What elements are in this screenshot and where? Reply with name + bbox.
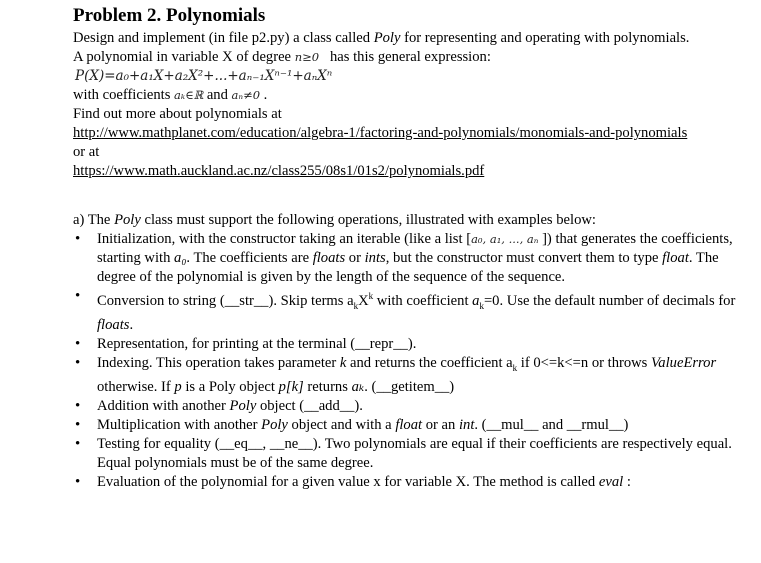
text: A polynomial in variable X of degree	[73, 49, 295, 65]
subscript-k: k	[479, 300, 484, 311]
text: Design and implement (in file p2.py) a class called	[73, 30, 374, 46]
intro-paragraph-1	[73, 29, 745, 48]
var-p: p	[174, 378, 182, 395]
text: Addition with another	[97, 397, 230, 414]
list-item-evaluation	[73, 473, 745, 492]
value-error: ValueError	[651, 354, 717, 371]
type-int: int	[458, 416, 475, 433]
list-item-multiplication	[73, 416, 745, 435]
text: with coefficients	[73, 87, 175, 103]
subscript-k: k	[353, 300, 359, 311]
link-mathplanet[interactable]: http://www.mathplanet.com/education/algebra-1/factoring-and-polynomials/monomials-and-polynomials	[73, 125, 688, 141]
document-page	[73, 5, 745, 492]
coef-a: a	[472, 292, 480, 309]
coef-ak: aₖ	[351, 378, 365, 395]
a0: a₀	[174, 250, 187, 266]
text: or	[345, 250, 365, 266]
type-ints: ints	[364, 250, 386, 266]
text: has this general expression:	[326, 49, 491, 65]
text: Conversion to string (__str__). Skip terms a	[97, 292, 354, 309]
text: or an	[422, 416, 459, 433]
text: if 0<=k<=n or throws	[517, 354, 652, 371]
text: object and with a	[287, 416, 396, 433]
text: X	[358, 292, 369, 309]
spacer	[73, 181, 745, 196]
class-name: Poly	[229, 397, 257, 414]
text: :	[623, 473, 631, 490]
text: Evaluation of the polynomial for a given value x for variable X. The method is called	[97, 473, 599, 490]
text: . The degree of the polynomial is given by the length of the sequence of the sequence.	[97, 250, 719, 285]
text: , but the constructor must convert them to type	[385, 250, 663, 266]
text: . The coefficients are	[186, 250, 313, 266]
text: otherwise. If	[97, 378, 175, 395]
intro-paragraph-2	[73, 48, 745, 67]
operations-list	[73, 230, 745, 492]
text: and returns the coefficient a	[346, 354, 513, 371]
type-floats: floats	[97, 316, 130, 333]
type-floats: floats	[312, 250, 346, 266]
expression-math: P(X)=a₀+a₁X+a₂X²+...+aₙ₋₁Xⁿ⁻¹+aₙXⁿ	[75, 68, 333, 84]
text: .	[129, 316, 134, 333]
spacer	[73, 196, 745, 211]
subscript-k: k	[512, 362, 518, 373]
coefficients-line	[73, 86, 745, 105]
class-name: Poly	[114, 212, 141, 228]
text: with coefficient	[373, 292, 473, 309]
list-item-equality: • Testing for equality (__eq__, __ne__). Two polynomials are equal if their coefficients are respectively equal. Equal polynomials must be of the same degree.	[73, 435, 745, 473]
list-item-indexing	[73, 354, 745, 397]
text: class must support the following operations, illustrated with examples below:	[140, 212, 596, 228]
class-name: Poly	[261, 416, 288, 433]
list-item-string-conversion	[73, 287, 745, 335]
method-eval: eval	[598, 473, 624, 490]
text: Initialization, with the constructor taking an iterable (like a list [	[97, 231, 472, 247]
text: =0. Use the default number of decimals for	[483, 292, 736, 309]
param-k: k	[339, 354, 347, 371]
polynomial-expression	[75, 67, 745, 86]
list-item-addition	[73, 397, 745, 416]
or-line: or at	[73, 144, 100, 160]
text: returns	[303, 378, 352, 395]
degree-math: n≥0	[294, 50, 320, 64]
coef-math-1: aₖ∈ℝ	[174, 88, 204, 102]
text: and	[203, 87, 232, 103]
superscript-k: k	[368, 291, 374, 301]
text: .	[260, 87, 268, 103]
link-auckland-para	[73, 162, 745, 181]
type-float: float	[662, 250, 689, 266]
find-more-line: Find out more about polynomials at	[73, 106, 282, 122]
text: Multiplication with another	[97, 416, 262, 433]
p-index: p[k]	[278, 378, 304, 395]
coef-list-math: a₀, a₁, ..., aₙ	[471, 232, 539, 246]
text: for representing and operating with polynomials.	[400, 30, 690, 46]
text: . (__mul__ and __rmul__)	[474, 416, 629, 433]
list-item-initialization	[73, 230, 745, 287]
link-mathplanet-para	[73, 124, 745, 143]
text: is a Poly object	[181, 378, 279, 395]
class-name: Poly	[373, 30, 401, 46]
coef-math-2: aₙ≠0	[231, 88, 261, 102]
text: Indexing. This operation takes parameter	[97, 354, 340, 371]
text: a) The	[73, 212, 115, 228]
part-a-heading	[73, 211, 745, 230]
text: ]) that generates the coefficients, starting with	[97, 231, 733, 266]
text: . (__getitem__)	[364, 378, 455, 395]
text: object (__add__).	[256, 397, 363, 414]
page-title: Problem 2. Polynomials	[73, 5, 266, 26]
link-auckland[interactable]: https://www.math.auckland.ac.nz/class255/08s1/01s2/polynomials.pdf	[73, 163, 485, 179]
type-float: float	[395, 416, 423, 433]
list-item-representation: • Representation, for printing at the terminal (__repr__).	[73, 335, 745, 354]
